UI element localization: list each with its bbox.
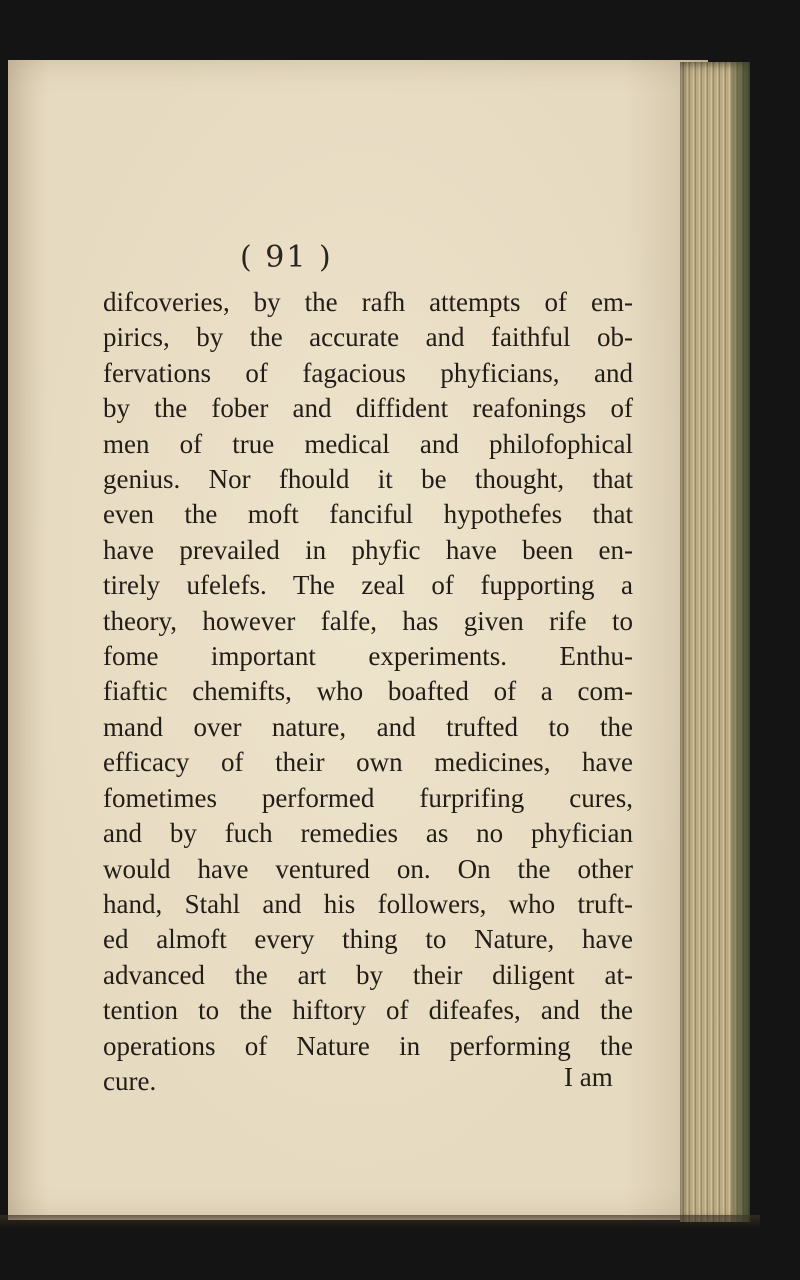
text-line: theory, however falfe, has given rife to [103,605,633,636]
text-line: tention to the hiftory of difeafes, and the [103,995,633,1026]
text-line: fiaftic chemifts, who boafted of a com- [103,676,633,707]
text-line: men of true medical and philofophical [103,428,633,459]
text-line: pirics, by the accurate and faithful ob- [103,322,633,353]
text-line: advanced the art by their diligent at- [103,959,633,990]
page-edges [680,62,750,1222]
text-line: fome important experiments. Enthu- [103,641,633,672]
text-line: ed almoft every thing to Nature, have [103,924,633,955]
text-line: difcoveries, by the rafh attempts of em- [103,287,633,317]
text-line: even the moft fanciful hypothefes that [103,499,633,530]
text-line: hand, Stahl and his followers, who truft- [103,888,633,919]
text-line: have prevailed in phyfic have been en- [103,534,633,565]
text-line: cure. [103,1065,157,1096]
text-line: genius. Nor fhould it be thought, that [103,464,633,495]
page-number: ( 91 ) [240,240,333,275]
book-page [8,60,708,1220]
text-line: efficacy of their own medicines, have [103,747,633,778]
page-body-text [103,285,633,1099]
text-line: by the fober and diffident reafonings of [103,393,633,424]
text-line: operations of Nature in performing the [103,1030,633,1061]
catchword: I am [564,1062,613,1092]
text-line: and by fuch remedies as no phyfician [103,818,633,849]
text-line: tirely ufelefs. The zeal of fupporting a [103,570,633,601]
text-line: would have ventured on. On the other [103,853,633,884]
page-bottom-shadow [0,1215,760,1229]
text-line: mand over nature, and trufted to the [103,711,633,742]
text-line: fervations of fagacious phyficians, and [103,357,633,388]
text-line: fometimes performed furprifing cures, [103,782,633,813]
